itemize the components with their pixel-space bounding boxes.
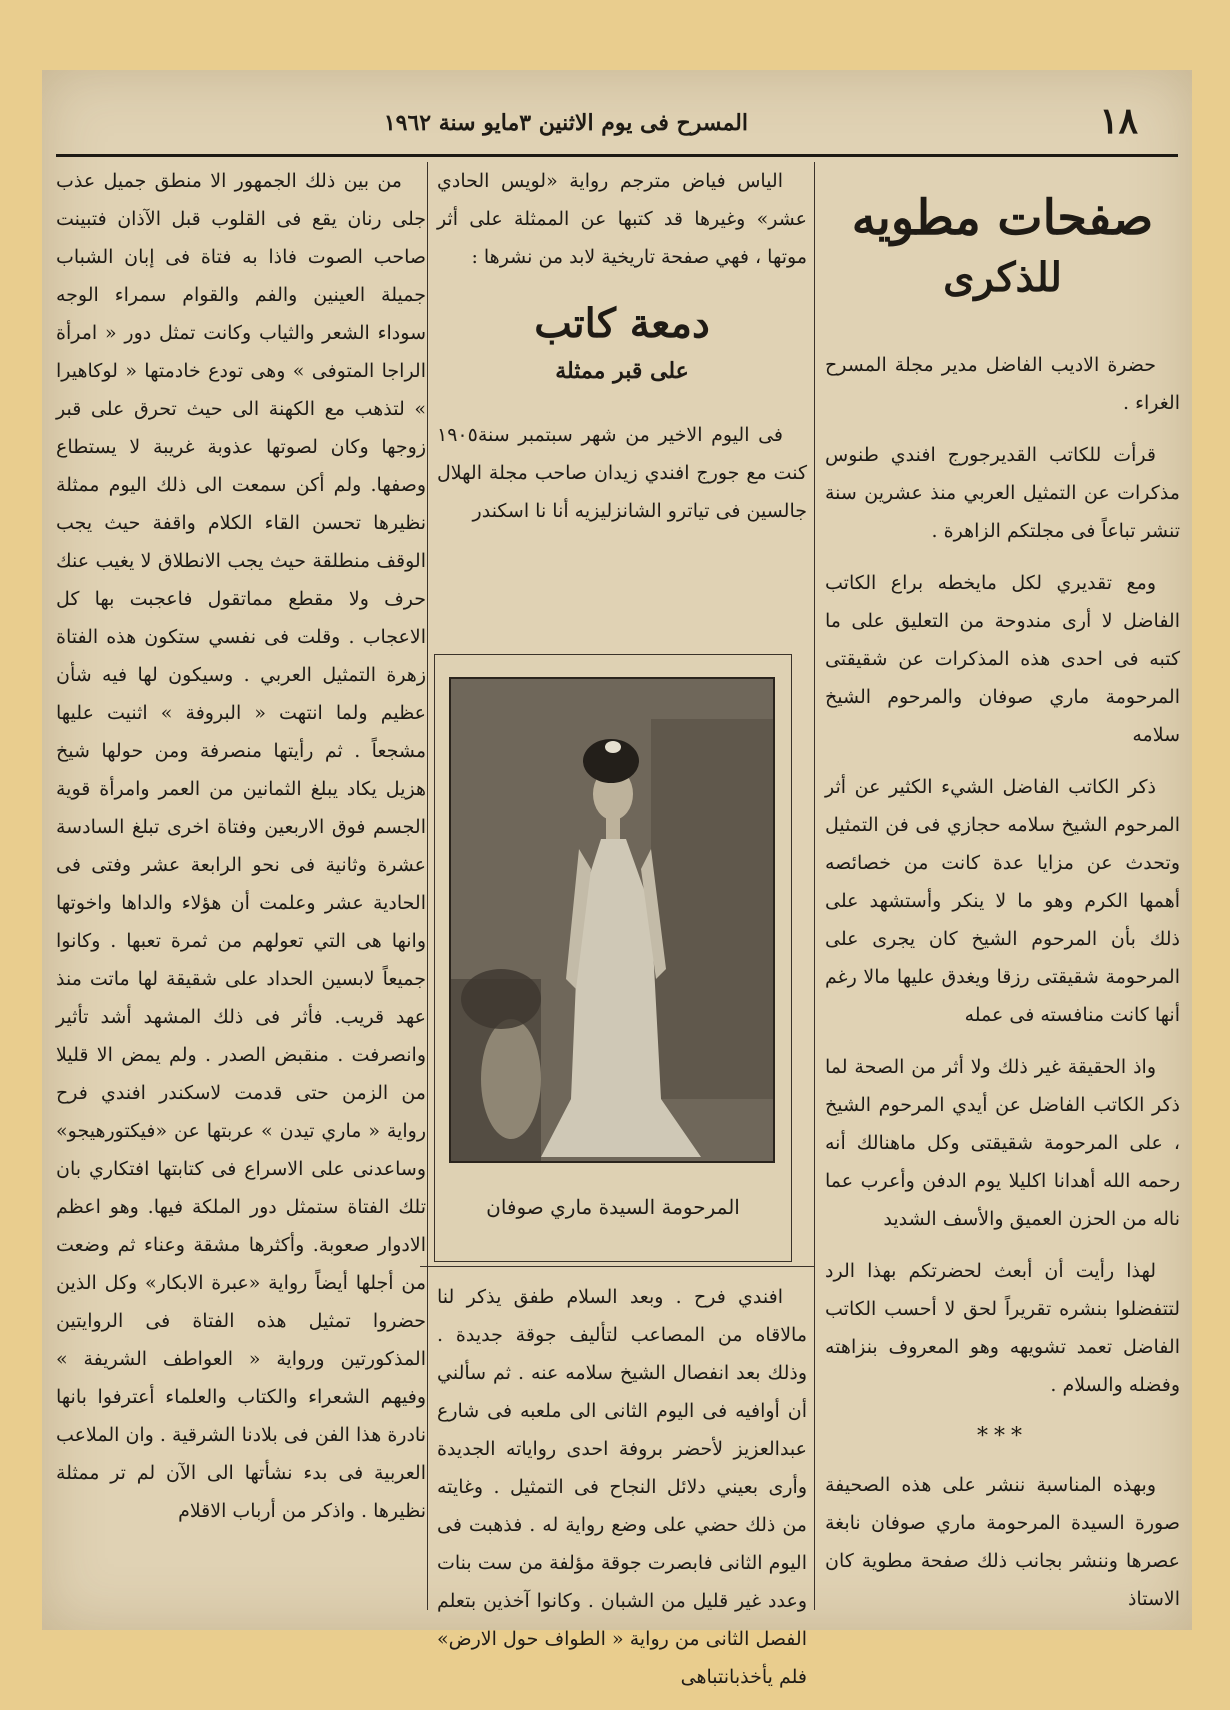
paragraph: افندي فرح . وبعد السلام طفق يذكر لنا مالاقاه من المصاعب لتأليف جوقة جديدة . وذلك بعد انفصال الشيخ سلامه عنه . ثم سألني أن أوافيه فى اليوم الثانى الى ملعبه فى شارع عبدالعزيز لأحضر بروفة احدى رواياته الجديدة وأرى بعيني دلائل النجاح فى التمثيل . وغايته من ذلك حضي على وضع رواية له . فذهبت فى اليوم الثانى فابصرت جوقة مؤلفة من ست بنات وعدد غير قليل من الشبان . وكانوا آخذين بتعلم الفصل الثانى من رواية « الطواف حول الارض» فلم يأخذبانتباهى (437, 1286, 807, 1688)
section-separator: *** (977, 1424, 1028, 1449)
portrait-frame (434, 654, 792, 1262)
paragraph: لهذا رأيت أن أبعث لحضرتكم بهذا الرد لتتفضلوا بنشره تقريراً لحق لا أحسب الكاتب الفاضل تعمد تشويهه وهو المعروف بنزاهته وفضله والسلام . (825, 1260, 1180, 1396)
paragraph: وبهذه المناسبة ننشر على هذه الصحيفة صورة السيدة المرحومة ماري صوفان نابغة عصرها وننشر بجانب ذلك صفحة مطوية كان الاستاذ (825, 1474, 1180, 1610)
story-subtitle: على قبر ممثلة (555, 358, 689, 384)
article-column-left (56, 162, 426, 1544)
article-title: صفحات مطويه (851, 190, 1154, 246)
paragraph: واذ الحقيقة غير ذلك ولا أثر من الصحة لما ذكر الكاتب الفاضل عن أيدي المرحوم الشيخ ، على المرحومة شقيقتى وكل ماهنالك أنه رحمه الله أهدانا اكليلا يوم الدفن وأعرب عما ناله من الحزن العميق والأسف الشديد (825, 1056, 1180, 1230)
story-title: دمعة كاتب (534, 300, 710, 347)
column-divider-right (814, 162, 815, 1610)
paragraph: حضرة الاديب الفاضل مدير مجلة المسرح الغراء . (825, 354, 1180, 414)
paragraph: من بين ذلك الجمهور الا منطق جميل عذب جلى رنان يقع فى القلوب قبل الآذان فتبينت صاحب الصوت فاذا به فتاة فى إبان الشباب جميلة العينين والفم والقوام سمراء الوجه سوداء الشعر والثياب وكانت تمثل دور « امرأة الراجا المتوفى » وهى تودع خادمتها « لوكاهيرا » لتذهب مع الكهنة الى حيث تحرق على قبر زوجها وكان لصوتها عذوبة غريبة لا يستطاع وصفها. ولم أكن سمعت الى ذلك اليوم ممثلة نظيرها تحسن القاء الكلام واقفة حيث يجب الوقف منطلقة حيث يجب الانطلاق لا يغيب عنك حرف ولا مقطع مماتقول فاعجبت بها كل الاعجاب . وقلت فى نفسي ستكون هذه الفتاة زهرة التمثيل العربي . وسيكون لها فيه شأن عظيم ولما انتهت « البروفة » اثنيت عليها مشجعاً . ثم رأيتها منصرفة ومن حولها شيخ هزيل يكاد يبلغ الثمانين من العمر وامرأة قوية الجسم فوق الاربعين وفتاة اخرى تبلغ السادسة عشرة وثانية فى نحو الرابعة عشر وفتى فى الحادية عشر وعلمت أن هؤلاء والداها واخوتها وانها هى التي تعولهم من ثمرة تعبها . وكانوا جميعاً لابسين الحداد على شقيقة لها ماتت منذ عهد قريب. فأثر فى ذلك المشهد أشد تأثير وانصرفت . منقبض الصدر . ولم يمض الا قليلا من الزمن حتى قدمت لاسكندر افندي فرح رواية « ماري تيدن » عربتها عن «فيكتورهيجو» وساعدنى على الاسراع فى كتابتها افتكاري بان تلك الفتاة ستمثل دور الملكة فيها. وهو اعظم الادوار صعوبة. وأكثرها مشقة وعناء ثم وضعت من أجلها أيضاً رواية «عبرة الابكار» وكل الذين حضروا تمثيل هذه الفتاة فى الروايتين المذكورتين ورواية « العواطف الشريفة » وفيهم الشعراء والكتاب والعلماء أعترفوا بانها نادرة هذا الفن فى بلادنا الشرقية . وان الملاعب العربية فى بدء نشأتها الى الآن لم تر ممثلة نظيرها . واذكر من أرباب الاقلام (56, 170, 426, 1522)
page-number: ١٨ (1099, 100, 1138, 142)
portrait-photo (449, 677, 775, 1163)
horizontal-divider (420, 1266, 815, 1267)
article-column-right (825, 162, 1180, 1632)
column-divider-left (427, 162, 428, 1610)
paragraph: قرأت للكاتب القديرجورج افندي طنوس مذكرات عن التمثيل العربي منذ عشرين سنة تنشر تباعاً فى مجلتكم الزاهرة . (825, 444, 1180, 542)
paragraph: ذكر الكاتب الفاضل الشيء الكثير عن أثر المرحوم الشيخ سلامه حجازي فى فن التمثيل وتحدث عن مزايا عدة كانت من خصائصه أهمها الكرم وهو ما لا ينكر وأستشهد على ذلك بأن المرحوم الشيخ كان يجرى على المرحومة شقيقتى رزقا ويغدق عليها مالا رغم أنها كانت منافسته فى عمله (825, 776, 1180, 1026)
paragraph: ومع تقديري لكل مايخطه براع الكاتب الفاضل لا أرى مندوحة من التعليق على ما كتبه فى احدى هذه المذكرات عن شقيقتى المرحومة ماري صوفان والمرحوم الشيخ سلامه (825, 572, 1180, 746)
photo-caption: المرحومة السيدة ماري صوفان (486, 1195, 740, 1219)
running-title: المسرح فى يوم الاثنين ٣مايو سنة ١٩٦٢ (383, 110, 748, 136)
article-column-middle-bottom (437, 1278, 807, 1710)
article-subtitle: للذكرى (943, 254, 1062, 301)
paragraph: الياس فياض مترجم رواية «لويس الحادي عشر» وغيرها قد كتبها عن الممثلة على أثر موتها ، فهي صفحة تاريخية لابد من نشرها : (437, 170, 807, 268)
newspaper-page (42, 70, 1192, 1688)
page-header (56, 100, 1178, 157)
article-column-middle-top (437, 162, 807, 544)
paragraph: فى اليوم الاخير من شهر سبتمبر سنة١٩٠٥ كنت مع جورج افندي زيدان صاحب مجلة الهلال جالسين فى تياترو الشانزليزيه أنا نا اسكندر (437, 424, 807, 522)
